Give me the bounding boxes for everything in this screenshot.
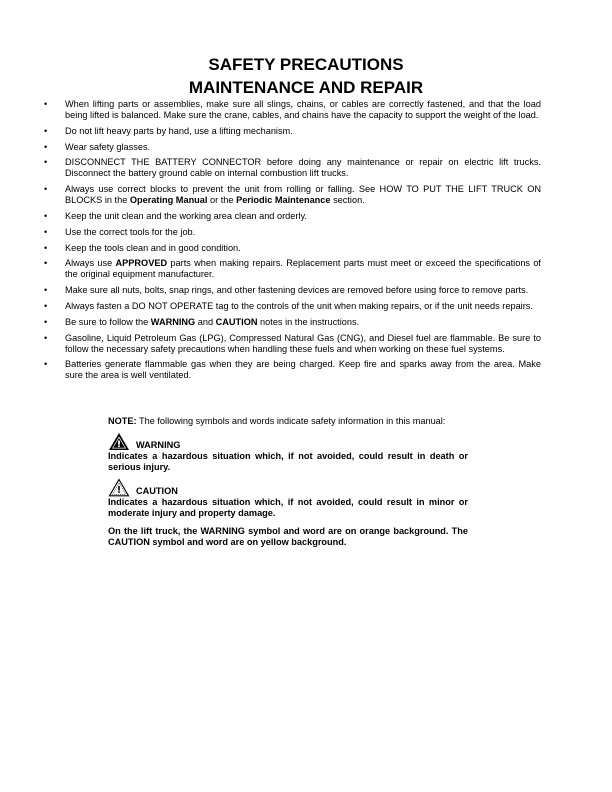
note-block — [108, 416, 468, 548]
bullet-icon: • — [44, 226, 48, 237]
bullet-icon: • — [44, 359, 48, 370]
bullet-icon: • — [44, 332, 48, 343]
bullet-icon: • — [44, 300, 48, 311]
page-title: SAFETY PRECAUTIONS — [208, 55, 404, 74]
list-item: • Make sure all nuts, bolts, snap rings, and other fastening devices are removed before using force to remove parts. — [44, 285, 529, 296]
bullet-icon: • — [44, 184, 48, 195]
bullet-icon: • — [44, 99, 48, 109]
list-item: • Keep the tools clean and in good condition. — [44, 242, 241, 253]
warning-emphasis: WARNING — [150, 316, 196, 327]
bullet-icon: • — [44, 141, 48, 152]
bullet-icon: • — [44, 285, 48, 296]
warning-label: WARNING — [136, 440, 181, 450]
list-item: • Be sure to follow the WARNING and CAUTION notes in the instructions. — [44, 316, 360, 327]
caution-emphasis: CAUTION — [215, 316, 258, 327]
bullet-icon: • — [44, 316, 48, 327]
list-item: • DISCONNECT THE BATTERY CONNECTOR before doing any maintenance or repair on electric lift trucks. Disconnect the battery ground cable on internal combustion lift trucks. — [44, 157, 541, 179]
periodic-maintenance-ref: Periodic Maintenance — [236, 195, 331, 206]
bullet-icon: • — [44, 242, 48, 253]
warning-description: Indicates a hazardous situation which, if not avoided, could result in death or serious injury. — [108, 451, 468, 472]
list-item: • When lifting parts or assemblies, make sure all slings, chains, or cables are correctly fastened, and that the load being lifted is balanced. Make sure the crane, cables, and chains have the capacity to support the weight of the load. — [44, 99, 541, 120]
caution-heading — [108, 477, 468, 497]
color-note: On the lift truck, the WARNING symbol and word are on orange background. The CAUTION symbol and word are on yellow background. — [108, 526, 468, 547]
bullet-icon: • — [44, 258, 48, 269]
page-subtitle: MAINTENANCE AND REPAIR — [188, 78, 424, 97]
list-item: • Always use correct blocks to prevent the unit from rolling or falling. See HOW TO PUT THE LIFT TRUCK ON BLOCKS in the Operating Manual or the Periodic Maintenance section. — [44, 184, 541, 206]
approved-emphasis: APPROVED — [115, 258, 168, 269]
note-label: NOTE: — [108, 416, 137, 426]
caution-label: CAUTION — [136, 486, 178, 496]
note-intro: NOTE: The following symbols and words indicate safety information in this manual: — [108, 416, 446, 426]
list-item: • Batteries generate flammable gas when they are being charged. Keep fire and sparks away from the area. Make sure the area is well ventilated. — [44, 359, 541, 381]
bullet-icon: • — [44, 210, 48, 221]
warning-icon — [108, 432, 130, 451]
list-item: • Wear safety glasses. — [44, 141, 151, 152]
list-item: • Use the correct tools for the job. — [44, 226, 196, 237]
list-item: • Do not lift heavy parts by hand, use a lifting mechanism. — [44, 125, 293, 136]
bullet-icon: • — [44, 157, 48, 168]
precautions-list — [44, 99, 541, 386]
bullet-icon: • — [44, 125, 48, 136]
list-item: • Gasoline, Liquid Petroleum Gas (LPG), Compressed Natural Gas (CNG), and Diesel fuel are flammable. Be sure to follow the necessary safety precautions when handling these fuels and when working on these fuel systems. — [44, 332, 541, 354]
caution-description: Indicates a hazardous situation which, if not avoided, could result in minor or moderate injury and property damage. — [108, 497, 468, 518]
list-item: • Always fasten a DO NOT OPERATE tag to the controls of the unit when making repairs, or if the unit needs repairs. — [44, 300, 533, 311]
operating-manual-ref: Operating Manual — [129, 195, 208, 206]
list-item: • Always use APPROVED parts when making repairs. Replacement parts must meet or exceed the specifications of the original equipment manufacturer. — [44, 258, 541, 280]
warning-heading — [108, 431, 468, 451]
caution-icon — [108, 478, 130, 497]
list-item: • Keep the unit clean and the working area clean and orderly. — [44, 210, 307, 221]
